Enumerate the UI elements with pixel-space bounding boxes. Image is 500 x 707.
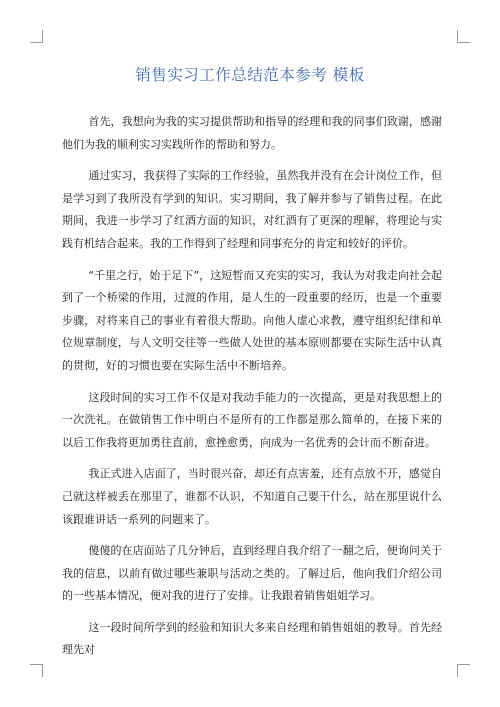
paragraph-2: 通过实习，我获得了实际的工作经验，虽然我并没有在会计岗位工作，但是学习到了我所没有学到的知识。实习期间，我了解并参与了销售过程。在此期间，我进一步学习了红酒方面的知识，对红酒有了更深的理解，将理论与实践有机结合起来。我的工作得到了经理和同事充分的肯定和较好的评价。: [62, 169, 442, 250]
document-title: 销售实习工作总结范本参考 模板: [135, 66, 365, 84]
paragraph-5: 我正式进入店面了，当时很兴奋，却还有点害羞，还有点放不开，感觉自己就这样被丢在那里了，谁都不认识，不知道自己要干什么，站在那里说什么该跟谁讲话一系列的问题来了。: [62, 467, 442, 526]
crop-mark-top-right: [457, 30, 470, 43]
paragraph-1: 首先，我想向为我的实习提供帮助和指导的经理和我的同事们致谢，感谢他们为我的顺利实习实践所作的帮助和努力。: [62, 115, 442, 151]
paragraph-3: “千里之行，始于足下”，这短暂而又充实的实习，我认为对我走向社会起到了一个桥梁的作用，过渡的作用，是人生的一段重要的经历，也是一个重要步骤，对将来自己的事业有着很大帮助。向他人虚心求教，遵守组织纪律和单位规章制度，与人文明交往等一些做人处世的基本原则都要在实际生活中认真的贯彻，好的习惯也要在实际生活中不断培养。: [62, 268, 442, 372]
crop-mark-bottom-right: [457, 664, 470, 677]
paragraph-7: 这一段时间所学到的经验和知识大多来自经理和销售姐姐的教导。首先经理先对: [62, 620, 442, 657]
document-body: [62, 111, 442, 671]
paragraph-6: 傻傻的在店面站了几分钟后，直到经理自我介绍了一翻之后，便询问关于我的信息，以前有做过哪些兼职与活动之类的。了解过后，他向我们介绍公司的一些基本情况，便对我的进行了安排。让我跟着销售姐姐学习。: [62, 544, 442, 603]
paragraph-4: 这段时间的实习工作不仅是对我动手能力的一次提高，更是对我思想上的一次洗礼。在做销售工作中明白不是所有的工作都是那么简单的，在接下来的以后工作我将更加勇往直前，愈挫愈勇，向成为一名优秀的会计而不断奋进。: [62, 390, 442, 449]
crop-mark-bottom-left: [30, 664, 43, 677]
crop-mark-top-left: [30, 30, 43, 43]
